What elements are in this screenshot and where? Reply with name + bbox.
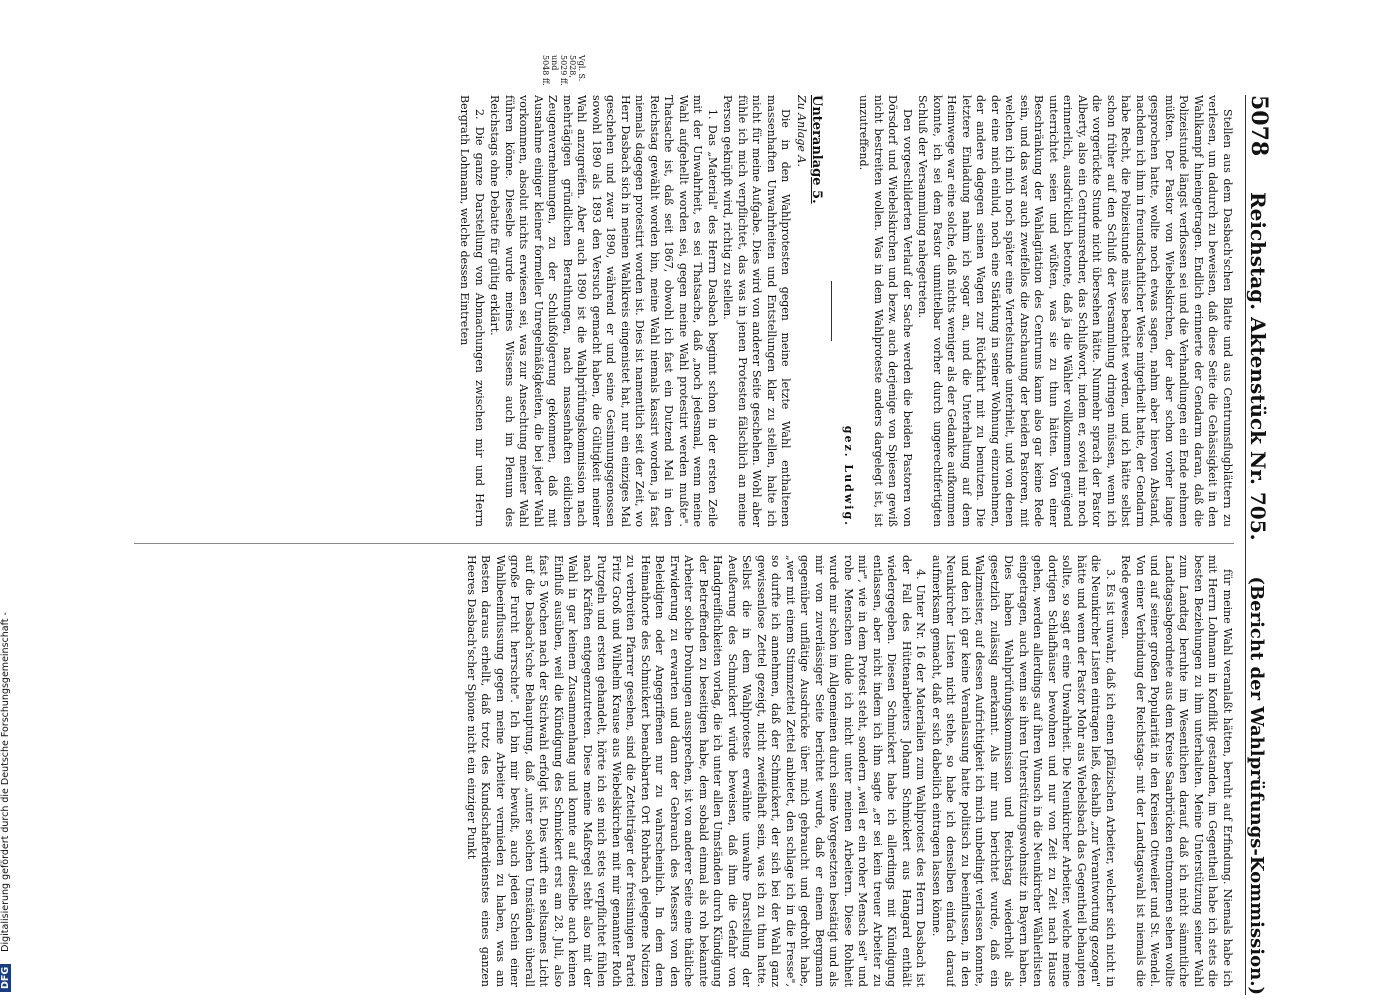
margin-note: Vgl. S. 5028, 5029 ff. und 5048 ff.	[541, 55, 586, 86]
header-subtitle: (Bericht der Wahlprüfungs-Kommission.)	[1246, 576, 1267, 995]
credit-text: Digitalisierung gefördert durch die Deutsche Forschungsgemeinschaft -	[0, 612, 11, 952]
column-divider	[134, 543, 1234, 544]
scanned-page	[111, 55, 1286, 995]
digitization-credit	[0, 0, 16, 1000]
separator-rule	[832, 281, 833, 341]
header-title: Reichstag. Aktenstück Nr. 705.	[1246, 192, 1270, 541]
section-paragraph: 1. Das „Material" des Herrn Dasbach beginnt schon in der ersten Zeile mit der Unwahrheit, es sei Thatsache, daß „noch jedesmal, wenn meine Wahl aufgehellt worden sei, gegen meine Wahl protestirt werden mußte". Thatsache ist, daß seit 1867, obwohl ich fast ein Dutzend Mal in den Reichstag gewählt worden bin, meine Wahl niemals kassirt worden, ja fast niemals dagegen protestirt worden ist. Dies ist namentlich seit der Zeit, wo Herr Dasbach sich in meinen Wahlkreis eingenistet hat, nur ein einziges Mal geschehen und zwar 1890, während er und seine Gesinnungsgenossen sowohl 1890 als 1893 den Versuch gemacht haben, die Gültigkeit meiner Wahl anzugreifen. Aber auch 1890 ist die Wahlprüfungskommission nach mehrtägigen gründlichen Berathungen, nach massenhaften eidlichen Zeugenvernehmungen, zu der Schlußfolgerung gekommen, daß mit Ausnahme einiger kleiner formeller Unregelmäßigkeiten, die bei jeder Wahl vorkommen, absolut nichts erwiesen sei, was zur Ansechtung meiner Wahl führen könne. Dieselbe wurde meines Wissens auch im Plenum des Reichstags ohne Debatte für gültig erklärt.	[488, 95, 719, 527]
left-paragraph: Stellen aus dem Dasbach'schen Blatte und aus Centrumsflugblättern zu verlesen, um dadurch zu beweisen, daß diese Seite die Gehässigkeit in den Wahlkampf hineingetragen. Endlich erinnerte der Gendarm daran, daß die Polizeistunde längst verflossen sei und die Verhandlungen ein Ende nehmen müßten. Der Pastor von Wiebelskirchen, der aber schon vorher lange gesprochen hatte, wollte noch etwas sagen, nahm aber hiervon Abstand, nachdem ich ihm in freundschaftlicher Weise mitgetheilt hatte, der Gendarm habe Recht, die Polizeistunde müsse beachtet werden, und ich hätte selbst schon früher auf den Schluß der Versammlung dringen müssen, wenn ich die vorgerückte Stunde nicht übersehen hätte. Nunmehr sprach der Pastor Alberty, also ein Centrumsredner, das Schlußwort, indem er, soviel mir noch erinnerlich, ausdrücklich betonte, daß ja die Wähler vollkommen genügend unterrichtet seien und wüßten, was sie zu thun hätten. Von einer Beschränkung der Wahlagitation des Centrums kann also gar keine Rede sein, und das war auch zweifellos die Anschauung der beiden Pastoren, mit welchen ich mich noch später eine Viertelstunde unterhielt, und von denen der eine mich einlud, noch eine Stärkung in seiner Wohnung einzunehmen, der andere dagegen seinen Wagen zur Rückfahrt mit zu benutzen. Die letztere Einladung nahm ich sogar an, und die Unterhaltung auf dem Heimwege war eine solche, daß nichts weniger als der Gedanke aufkommen konnte, ich sei dem Pastor unmittelbar vorher durch ungerechtfertigten Schluß der Versammlung nahegetreten.	[916, 95, 1234, 527]
signature: gez. Ludwig.	[842, 425, 855, 527]
page-number: 5078	[1246, 95, 1272, 157]
dfg-logo: DFG	[0, 964, 11, 992]
right-paragraph: 4. Unter Nr. 16 der Materialien zum Wahlprotest des Herrn Dasbach ist der Fall des Hüttenarbeiters Johann Schmickert aus Hangard enthält wiedergegeben. Diesen Schmickert habe ich allerdings mit Kündigung entlassen, aber nicht indem ich ihm sagte „er sei kein treuer Arbeiter zu mir", wie in dem Protest steht, sondern „weil er ein roher Mensch sei" und rohe Menschen dulde ich nicht unter meinen Arbeitern. Diese Rohheit wurde mir schon im Allgemeinen durch seine Vorgesetzten bestätigt und als mir von zuverlässiger Seite berichtet wurde, daß er einem Bergmann gegenüber unflätige Ausdrücke über mich gebraucht und gedroht habe, „wer mit einem Stimmzettel Zettel anbietet, den schlage ich in die Fresse", so durfte ich annehmen, daß der Schmickert, der sich bei der Wahl ganz gewissenlose Zettel gezeigt, nicht zweifelhaft sein, was ich zu thun hatte. Selbst die in dem Wahlproteste erwähnte unwahre Darstellung der Aeußerung des Schmickert würde beweisen, daß ihm die Gefahr von Handgreiflichkeiten vorlag, die ich unter allen Umständen durch Kündigung der Betreffenden zu beseitigen habe, dem sobald einmal als roh bekannte Arbeiter solche Drohungen aussprechen, ist von anderer Seite eine thätliche Erwiderung zu erwarten und dann der Gebrauch des Messers von den Beleidigten oder Angegriffenen nur zu wahrscheinlich. In dem dem Heimathorte des Schmickert benachbarten Ort Rohrbach gelegene Notizen zu verbreiten Pfarrer gesehen, sind die Zettelträger der freisinnigen Partei Fritz Groß und Wilhelm Krause aus Wiebelskirchen mit mir genannter Roth Putzgeln und ersten gehandelt, hörte ich sie mich stets verpflichtet fühlen nach Kräften entgegenzutreten. Diese meine Maßregel steht also mit der Wahl in gar keinem Zusammenhang und konnte auf dieselbe auch keinen Einfluß ausüben, weil die Kündigung des Schmickert erst am 28. Juli, also fast 5 Wochen nach der Stichwahl erfolgt ist. Dies wirft ein seltsames Licht auf die Dasbach'sche Behauptung, daß „unter solchen Umständen überall große Furcht herrschte". Ich bin mir bewußt, auch jeden Schein einer Wahlbeeinflussung gegen meine Arbeiter vermieden zu haben, was am Besten daraus erhellt, daß trotz des Kundschafterdienstes eines ganzen Heeres Dasbach'scher Spione nicht ein einziger Punkt	[465, 555, 928, 987]
section-paragraph: Die in den Wahlprotesten gegen meine letzte Wahl enthaltenen massenhaften Unwahrheiten und Entstellungen klar zu stellen, halte ich nicht für meine Aufgabe. Dies wird von anderer Seite geschehen. Wohl aber fühle ich mich verpflichtet, das was in jenen Protesten fälschlich an meine Person geknüpft wird, richtig zu stellen.	[721, 95, 793, 527]
section-title: Unteranlage 5.	[809, 95, 825, 204]
page-header	[1245, 95, 1286, 995]
right-paragraph: für meine Wahl veranlaßt hätten, beruht auf Erfindung. Niemals habe ich mit Herrn Lohmann in Konflikt gestanden, im Gegentheil habe ich stets die besten Beziehungen zu ihm unterhalten. Meine Unterstützung seiner Wahl zum Landtag beruhte im Wesentlichen darauf, daß ich nicht sämmtliche Landtagsabgeordnete aus dem Kreise Saarbrücken entnommen sehen wollte und auf seiner großen Popularität in den Kreisen Ottweiler und St. Wendel. Von einer Verbindung der Reichstags- mit der Landtagswahl ist niemals die Rede gewesen.	[1119, 555, 1234, 987]
left-column	[124, 95, 1234, 527]
right-paragraph: 3. Es ist unwahr, daß ich einen pfälzischen Arbeiter, welcher sich nicht in die Neunkircher Listen eintragen ließ, deshalb „zur Verantwortung gezogen" hätte und wenn der Pastor Mohr aus Wiebelsbach das Gegentheil behaupten sollte, so sagt er eine Unwahrheit. Die Neunkircher Arbeiter, welche meine dortigen Schlafhäuser bewohnen und nur von Zeit zu Zeit nach Hause gehen, werden allerdings auf ihren Wunsch in die Neunkircher Wählerlisten eingetragen, auch wenn sie ihren Unterstützungswohnsitz in Bayern haben. Dies haben Wahlprüfungskommission und Reichstag wiederholt als gesetzlich zulässig anerkannt. Als mir nun berichtet wurde, daß ein Walzmeister, auf dessen Aufrichtigkeit ich mich unbedingt verlassen konnte, und den ich gar keine Veranlassung hatte politisch zu beeinflussen, in den Neunkircher Listen nicht stehe, so habe ich denselben einfach darauf aufmerksam gemacht, daß er sich dabeilich eintragen lassen könne.	[930, 555, 1117, 987]
section-paragraph: 2. Die ganze Darstellung von Abmachungen zwischen mir und Herrn Bergrath Lohmann, welche dessen Eintreten	[458, 95, 486, 527]
right-column	[124, 555, 1234, 987]
left-paragraph: Den vorgeschilderten Verlauf der Sache werden die beiden Pastoren von Dörsdorf und Wiebelskirchen und bezw. auch derjenige von Spiesen gewiß nicht bestreiten wollen. Was in dem Wahlproteste anders dargelegt ist, ist unzutreffend.	[857, 95, 914, 527]
section-subtitle: Zu Anlage A.	[795, 95, 808, 167]
